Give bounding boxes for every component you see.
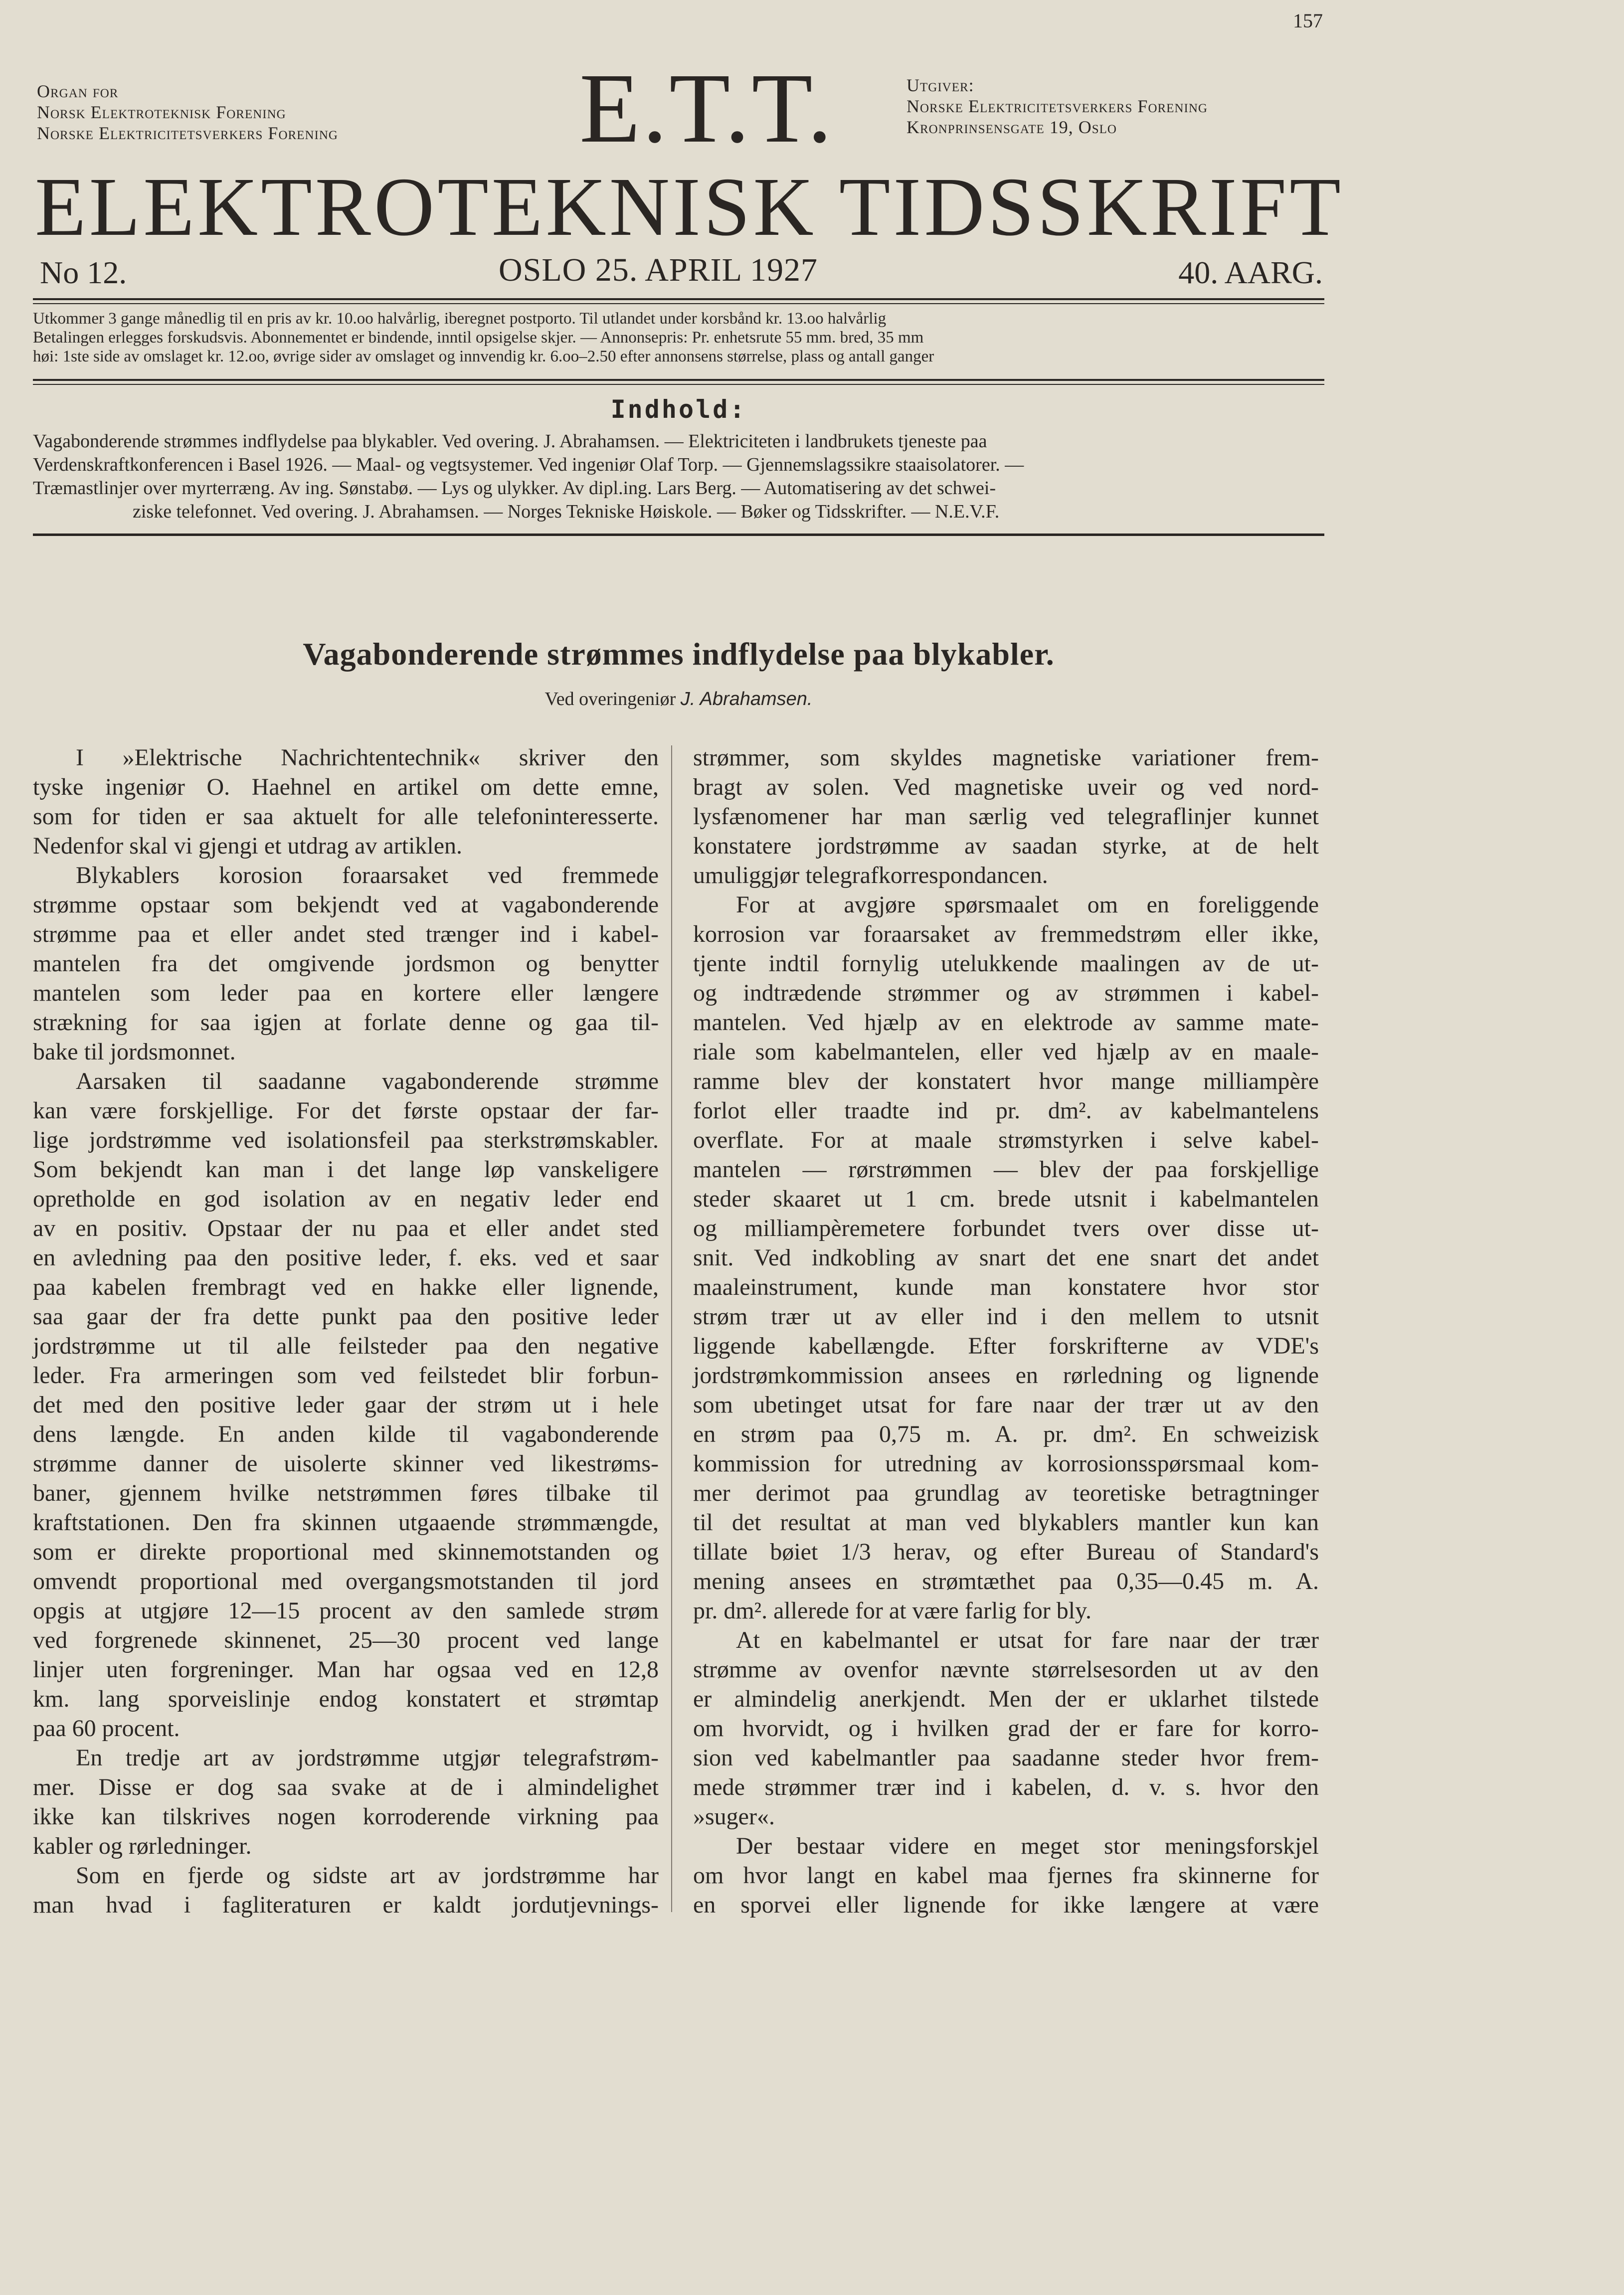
article-text-line: umuliggjør telegrafkorrespondancen. (693, 862, 1048, 888)
article-text-line: omvendt proportional med overgangsmotstanden til jord (33, 1568, 659, 1594)
article-text-line: ikke kan tilskrives nogen korroderende virkning paa (33, 1803, 659, 1830)
masthead-publisher-name: Norske Elektricitetsverkers Forening (906, 96, 1208, 116)
article-text-line: mer derimot paa grundlag av teoretiske betragtninger (693, 1480, 1319, 1506)
subscription-line: Betalingen erlegges forskudsvis. Abonnementet er bindende, inntil opsigelse skjer. — Annonsepris: Pr. enhetsrute 55 mm. bred, 35 mm (33, 329, 924, 347)
article-text-line: sion ved kabelmantler paa saadanne steder hvor frem- (693, 1745, 1319, 1771)
article-text-line: maaleinstrument, kunde man konstatere hvor stor (693, 1274, 1319, 1300)
article-text-line: strømme opstaar som bekjendt ved at vagabonderende (33, 891, 659, 918)
article-text-line: saa gaar der fra dette punkt paa den positive leder (33, 1303, 659, 1330)
subscription-rule-thin (33, 384, 1324, 385)
article-text-line: Nedenfor skal vi gjengi et utdrag av artiklen. (33, 833, 463, 859)
article-text-line: snit. Ved indkobling av snart det ene snart det andet (693, 1244, 1319, 1271)
article-text-line: en sporvei eller lignende for ikke længere at være (693, 1892, 1319, 1918)
article-text-line: mantelen fra det omgivende jordsmon og benytter (33, 950, 659, 977)
contents-list (33, 430, 1324, 524)
article-text-line: konstatere jordstrømme av saadan styrke, at de helt (693, 833, 1319, 859)
article-text-line: strømme paa et eller andet sted trænger ind i kabel- (33, 921, 659, 947)
article-text-line: strækning for saa igjen at forlate denne og gaa til- (33, 1009, 659, 1036)
issue-volume: 40. AARG. (1178, 255, 1323, 290)
masthead-publisher-block (906, 75, 1208, 138)
article-text-line: opretholde en god isolation av en negativ leder end (33, 1186, 659, 1212)
article-text-line: En tredje art av jordstrømme utgjør telegrafstrøm- (76, 1745, 659, 1771)
article-text-line: og milliampèremetere forbundet tvers over disse ut- (693, 1215, 1319, 1241)
header-rule-top (33, 298, 1324, 300)
article-column-right (693, 743, 1319, 1920)
masthead-organ-line-2: Norske Elektricitetsverkers Forening (37, 123, 338, 143)
masthead-organ-line-1: Norsk Elektroteknisk Forening (37, 102, 286, 122)
article-text-line: km. lang sporveislinje endog konstatert et strømtap (33, 1686, 659, 1712)
article-text-line: tillate bøiet 1/3 herav, og efter Bureau of Standard's (693, 1539, 1319, 1565)
article-text-line: kabler og rørledninger. (33, 1833, 252, 1859)
contents-rule (33, 533, 1324, 536)
article-text-line: lysfænomener har man særlig ved telegraflinjer kunnet (693, 803, 1319, 830)
contents-line: ziske telefonnet. Ved overing. J. Abrahamsen. — Norges Tekniske Høiskole. — Bøker og Tidsskrifter. — N.E.V.F. (133, 501, 1000, 522)
journal-title: ELEKTROTEKNISK TIDSSKRIFT (35, 161, 1344, 253)
article-text-line: riale som kabelmantelen, eller ved hjælp av en maale- (693, 1039, 1319, 1065)
article-text-line: leder. Fra armeringen som ved feilstedet blir forbun- (33, 1362, 659, 1389)
article-text-line: Som en fjerde og sidste art av jordstrømme har (76, 1862, 659, 1889)
byline-author: J. Abrahamsen. (680, 689, 813, 709)
article-text-line: I »Elektrische Nachrichtentechnik« skriver den (76, 744, 659, 771)
article-text-line: jordstrømkommission ansees en rørledning og lignende (693, 1362, 1319, 1389)
article-text-line: pr. dm². allerede for at være farlig for bly. (693, 1597, 1091, 1624)
article-text-line: som er direkte proportional med skinnemotstanden og (33, 1539, 659, 1565)
article-text-line: bragt av solen. Ved magnetiske uveir og ved nord- (693, 774, 1319, 800)
article-text-line: det med den positive leder gaar der strøm ut i hele (33, 1392, 659, 1418)
byline-prefix: Ved overingeniør (544, 689, 676, 709)
article-text-line: mer. Disse er dog saa svake at de i almindelighet (33, 1774, 659, 1800)
issue-number: No 12. (40, 255, 127, 290)
article-text-line: steder skaaret ut 1 cm. brede utsnit i kabelmantelen (693, 1186, 1319, 1212)
article-text-line: en avledning paa den positive leder, f. eks. ved et saar (33, 1244, 659, 1271)
article-text-line: paa kabelen frembragt ved en hakke eller lignende, (33, 1274, 659, 1300)
article-text-line: tyske ingeniør O. Haehnel en artikel om dette emne, (33, 774, 659, 800)
article-text-line: mantelen som leder paa en kortere eller længere (33, 980, 659, 1006)
article-text-line: Der bestaar videre en meget stor meningsforskjel (736, 1833, 1319, 1859)
article-text-line: forlot eller traadte ind pr. dm². av kabelmantelens (693, 1097, 1319, 1124)
article-text-line: om hvorvidt, og i hvilken grad der er fare for korro- (693, 1715, 1319, 1742)
article-text-line: mantelen. Ved hjælp av en elektrode av samme mate- (693, 1009, 1319, 1036)
article-text-line: som ubetinget utsat for fare naar der trær ut av den (693, 1392, 1319, 1418)
header-rule-top-thin (33, 303, 1324, 304)
article-text-line: kraftstationen. Den fra skinnen utgaaende strømmængde, (33, 1509, 659, 1536)
article-text-line: »suger«. (693, 1803, 775, 1830)
masthead-publisher-label: Utgiver: (906, 75, 974, 95)
article-text-line: paa 60 procent. (33, 1715, 180, 1742)
article-text-line: opgis at utgjøre 12—15 procent av den samlede strøm (33, 1597, 659, 1624)
subscription-line: Utkommer 3 gange månedlig til en pris av kr. 10.oo halvårlig, iberegnet postporto. Til utlandet under korsbånd kr. 13.oo halvårlig (33, 310, 887, 328)
article-text-line: strømme av ovenfor nævnte størrelsesorden ut av den (693, 1656, 1319, 1683)
article-text-line: til det resultat at man ved blykablers mantler kun kan (693, 1509, 1319, 1536)
article-text-line: av en positiv. Opstaar der nu paa et eller andet sted (33, 1215, 659, 1241)
article-text-line: og indtrædende strømmer og av strømmen i kabel- (693, 980, 1319, 1006)
article-text-line: korrosion var foraarsaket av fremmedstrøm eller ikke, (693, 921, 1319, 947)
article-text-line: som for tiden er saa aktuelt for alle telefoninteresserte. (33, 803, 659, 830)
article-text-line: baner, gjennem hvilke netstrømmen føres tilbake til (33, 1480, 659, 1506)
article-text-line: linjer uten forgreninger. Man har ogsaa ved en 12,8 (33, 1656, 659, 1683)
contents-line: Verdenskraftkonferencen i Basel 1926. — Maal- og vegtsystemer. Ved ingeniør Olaf Torp. — Gjennemslagssikre staaisolatorer. — (33, 454, 1024, 475)
article-text-line: At en kabelmantel er utsat for fare naar der trær (736, 1627, 1319, 1653)
contents-heading: Indhold: (610, 395, 747, 424)
article-byline (33, 688, 1324, 710)
article-text-line: strømmer, som skyldes magnetiske variationer frem- (693, 744, 1319, 771)
article-column-left (33, 743, 659, 1920)
contents-line: Træmastlinjer over myrterræng. Av ing. Sønstabø. — Lys og ulykker. Av dipl.ing. Lars Berg. — Automatisering av det schwei- (33, 478, 996, 499)
masthead-logo: E.T.T. (579, 53, 834, 164)
article-text-line: strømme danner de uisolerte skinner ved likestrøms- (33, 1450, 659, 1477)
page-number: 157 (1293, 9, 1323, 32)
article-text-line: overflate. For at maale strømstyrken i selve kabel- (693, 1127, 1319, 1153)
article-text-line: ved forgrenede skinnenet, 25—30 procent ved lange (33, 1627, 659, 1653)
article-text-line: strøm trær ut av eller ind i den mellem to utsnit (693, 1303, 1319, 1330)
masthead-organ-label: Organ for (37, 81, 119, 101)
subscription-info (33, 309, 1324, 366)
article-text-line: ramme blev der konstatert hvor mange milliampère (693, 1068, 1319, 1094)
article-text-line: man hvad i fagliteraturen er kaldt jordutjevnings- (33, 1892, 659, 1918)
issue-date: OSLO 25. APRIL 1927 (499, 252, 818, 288)
article-text-line: mening ansees en strømtæthet paa 0,35—0.45 m. A. (693, 1568, 1319, 1594)
article-text-line: kommission for utredning av korrosionsspørsmaal kom- (693, 1450, 1319, 1477)
subscription-line: høi: 1ste side av omslaget kr. 12.oo, øvrige sider av omslaget og innvendig kr. 6.oo–2.50 efter annonsens størrelse, plass og antall ganger (33, 348, 934, 365)
article-text-line: er almindelig anerkjendt. Men der er uklarhet tilstede (693, 1686, 1319, 1712)
article-text-line: dens længde. En anden kilde til vagabonderende (33, 1421, 659, 1447)
article-text-line: mantelen — rørstrømmen — blev der paa forskjellige (693, 1156, 1319, 1183)
masthead-organ-block (37, 81, 338, 144)
article-text-line: For at avgjøre spørsmaalet om en foreliggende (736, 891, 1319, 918)
article-text-line: mede strømmer trær ind i kabelen, d. v. s. hvor den (693, 1774, 1319, 1800)
article-text-line: lige jordstrømme ved isolationsfeil paa sterkstrømskabler. (33, 1127, 659, 1153)
article-text-line: Aarsaken til saadanne vagabonderende strømme (76, 1068, 659, 1094)
subscription-rule (33, 379, 1324, 381)
article-title: Vagabonderende strømmes indflydelse paa blykabler. (303, 636, 1055, 672)
article-text-line: liggende kabellængde. Efter forskrifterne av VDE's (693, 1333, 1319, 1359)
article-text-line: jordstrømme ut til alle feilsteder paa den negative (33, 1333, 659, 1359)
article-text-line: om hvor langt en kabel maa fjernes fra skinnerne for (693, 1862, 1319, 1889)
article-text-line: en strøm paa 0,75 m. A. pr. dm². En schweizisk (693, 1421, 1319, 1447)
column-divider (671, 745, 672, 1912)
article-text-line: bake til jordsmonnet. (33, 1039, 236, 1065)
contents-line: Vagabonderende strømmes indflydelse paa blykabler. Ved overing. J. Abrahamsen. — Elektriciteten i landbrukets tjeneste paa (33, 431, 987, 452)
article-text-line: Blykablers korosion foraarsaket ved fremmede (76, 862, 659, 888)
article-text-line: kan være forskjellige. For det første opstaar der far- (33, 1097, 659, 1124)
masthead-publisher-address: Kronprinsensgate 19, Oslo (906, 117, 1117, 137)
article-text-line: tjente indtil fornylig utelukkende maalingen av de ut- (693, 950, 1319, 977)
article-text-line: Som bekjendt kan man i det lange løp vanskeligere (33, 1156, 659, 1183)
